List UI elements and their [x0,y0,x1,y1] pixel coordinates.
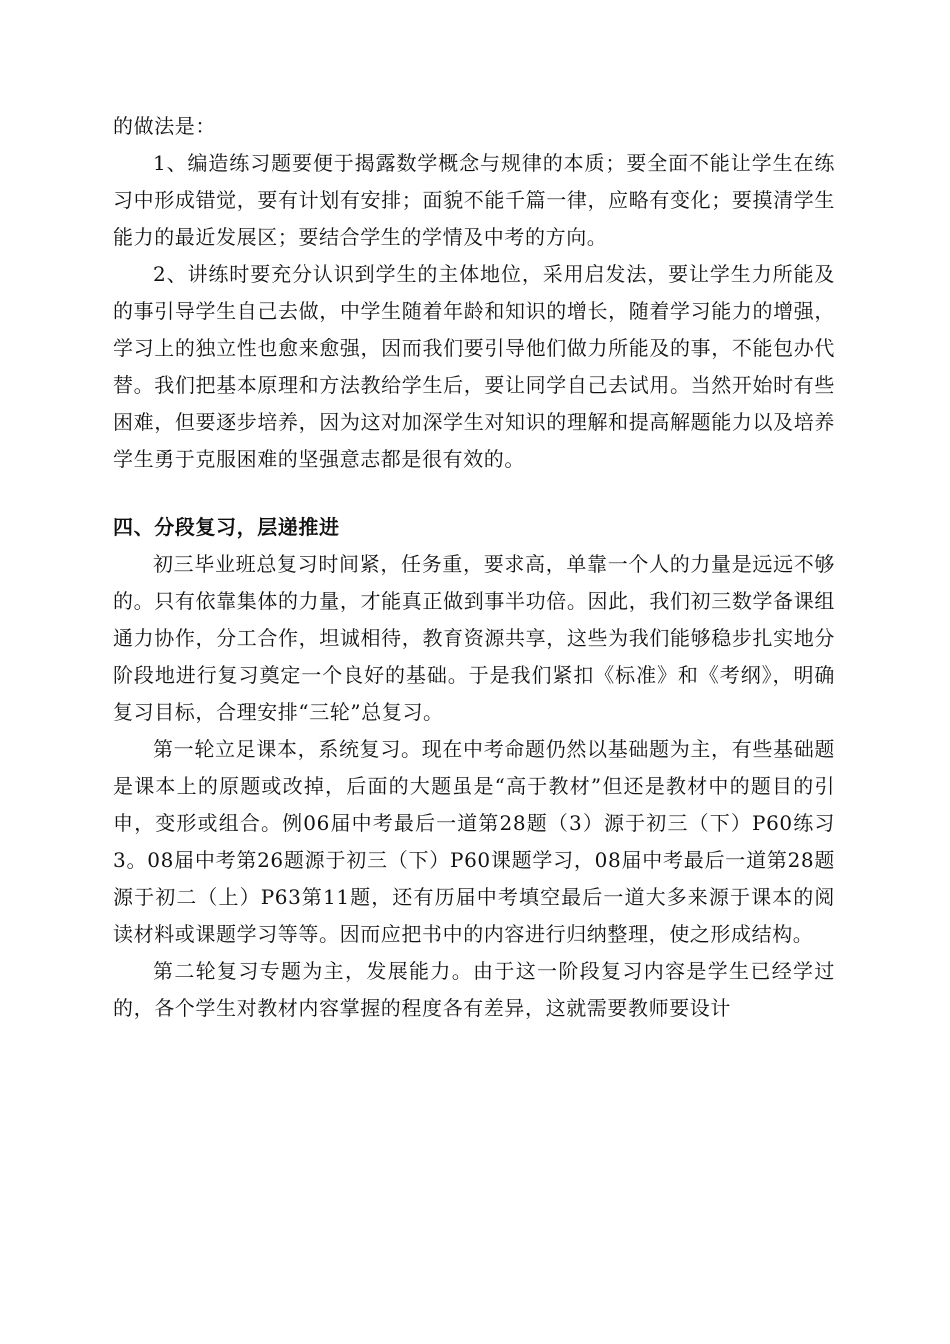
paragraph-section4-intro: 初三毕业班总复习时间紧，任务重，要求高，单靠一个人的力量是远远不够的。只有依靠集体的力量，才能真正做到事半功倍。因此，我们初三数学备课组通力协作，分工合作，坦诚相待，教育资源共享，这些为我们能够稳步扎实地分阶段地进行复习奠定一个良好的基础。于是我们紧扣《标准》和《考纲》，明确复习目标，合理安排“三轮”总复习。 [113,552,835,724]
spacer [113,478,835,509]
paragraph-item-2: 2、讲练时要充分认识到学生的主体地位，采用启发法，要让学生力所能及的事引导学生自己去做，中学生随着年龄和知识的增长，随着学习能力的增强，学习上的独立性也愈来愈强，因而我们要引导他们做力所能及的事，不能包办代替。我们把基本原理和方法教给学生后，要让同学自己去试用。当然开始时有些困难，但要逐步培养，因为这对加深学生对知识的理解和提高解题能力以及培养学生勇于克服困难的坚强意志都是很有效的。 [113,262,835,471]
section-heading-4: 四、分段复习，层递推进 [113,515,340,539]
document-body [113,108,835,1027]
paragraph-round-2: 第二轮复习专题为主，发展能力。由于这一阶段复习内容是学生已经学过的，各个学生对教材内容掌握的程度各有差异，这就需要教师要设计 [113,959,835,1020]
paragraph-round-1: 第一轮立足课本，系统复习。现在中考命题仍然以基础题为主，有些基础题是课本上的原题或改掉，后面的大题虽是“高于教材”但还是教材中的题目的引申，变形或组合。例06届中考最后一道第28题（3）源于初三（下）P60练习3。08届中考第26题源于初三（下）P60课题学习，08届中考最后一道第28题源于初二（上）P63第11题，还有历届中考填空最后一道大多来源于课本的阅读材料或课题学习等等。因而应把书中的内容进行归纳整理，使之形成结构。 [113,737,835,946]
paragraph-continuation: 的做法是： [113,114,216,138]
paragraph-item-1: 1、编造练习题要便于揭露数学概念与规律的本质；要全面不能让学生在练习中形成错觉，要有计划有安排；面貌不能千篇一律，应略有变化；要摸清学生能力的最近发展区；要结合学生的学情及中考的方向。 [113,151,835,249]
